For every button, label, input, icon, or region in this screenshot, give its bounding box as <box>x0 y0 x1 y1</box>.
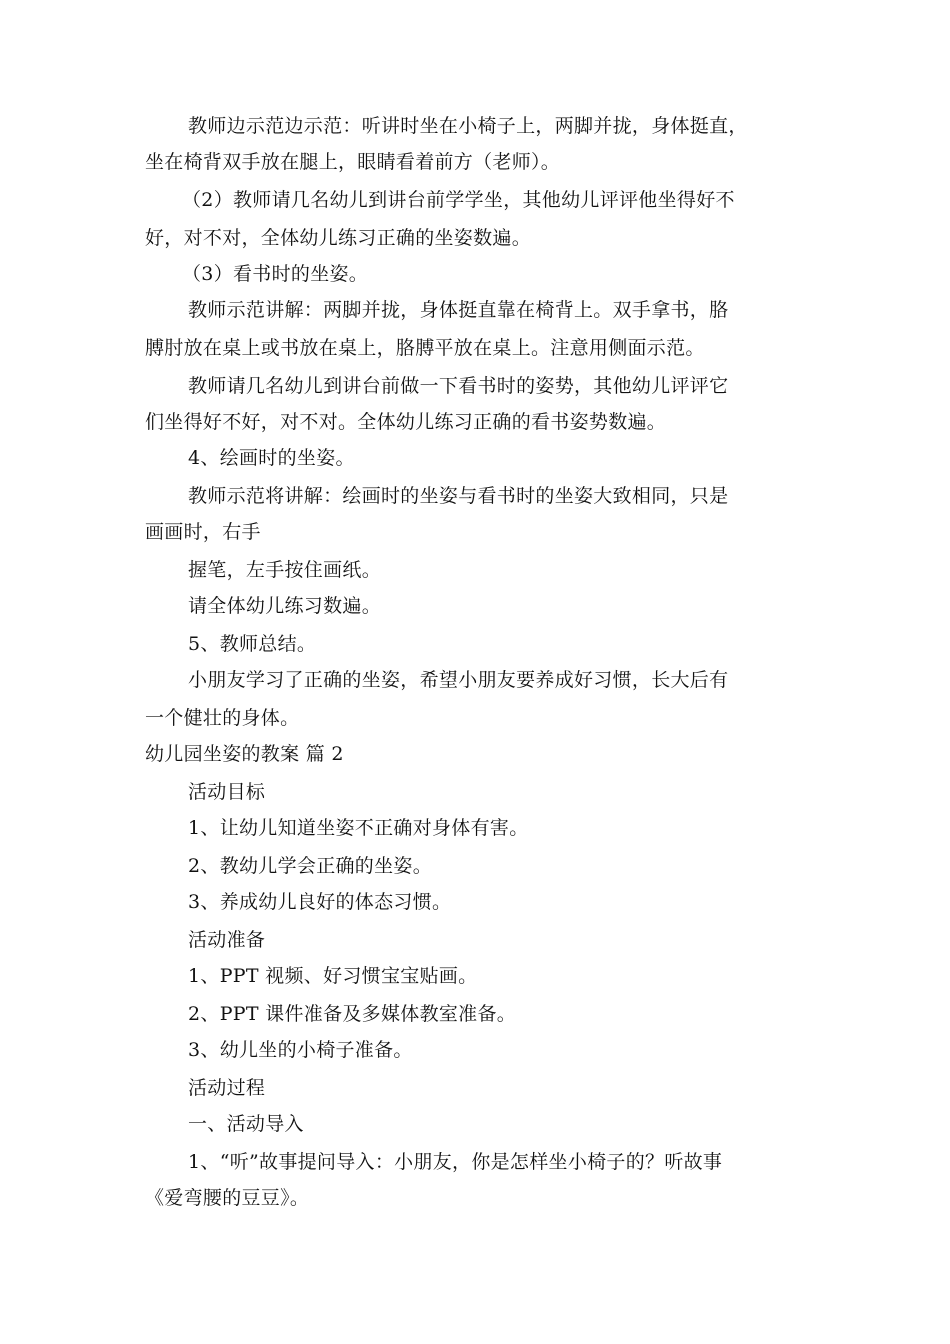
subheading: 活动准备 <box>188 929 266 951</box>
paragraph-line: （2）教师请几名幼儿到讲台前学学坐，其他幼儿评评他坐得好不 <box>182 189 735 211</box>
paragraph-line: 教师边示范边示范：听讲时坐在小椅子上，两脚并拢，身体挺直， <box>188 115 748 137</box>
list-item: 2、教幼儿学会正确的坐姿。 <box>188 855 432 877</box>
list-item: 1、PPT 视频、好习惯宝宝贴画。 <box>188 965 478 987</box>
subheading: 活动过程 <box>188 1077 266 1099</box>
paragraph-line: 握笔，左手按住画纸。 <box>188 559 382 581</box>
paragraph-line: 教师请几名幼儿到讲台前做一下看书时的姿势，其他幼儿评评它 <box>188 375 729 397</box>
section-heading: 幼儿园坐姿的教案 篇 2 <box>145 743 344 765</box>
paragraph-line: 5、教师总结。 <box>188 633 317 655</box>
paragraph-line: 膊肘放在桌上或书放在桌上，胳膊平放在桌上。注意用侧面示范。 <box>145 337 705 359</box>
paragraph-line: 好，对不对，全体幼儿练习正确的坐姿数遍。 <box>145 227 532 249</box>
paragraph-line: 4、绘画时的坐姿。 <box>188 447 355 469</box>
list-item: 1、让幼儿知道坐姿不正确对身体有害。 <box>188 817 529 839</box>
list-item: 2、PPT 课件准备及多媒体教室准备。 <box>188 1003 517 1025</box>
paragraph-line: 《爱弯腰的豆豆》。 <box>145 1187 310 1209</box>
list-item: 3、养成幼儿良好的体态习惯。 <box>188 891 452 913</box>
subheading: 一、活动导入 <box>188 1113 304 1135</box>
paragraph-line: 1、“听”故事提问导入：小朋友，你是怎样坐小椅子的？听故事 <box>188 1151 723 1173</box>
paragraph-line: 坐在椅背双手放在腿上，眼睛看着前方（老师）。 <box>145 151 561 173</box>
subheading: 活动目标 <box>188 781 266 803</box>
paragraph-line: 一个健壮的身体。 <box>145 707 300 729</box>
paragraph-line: （3）看书时的坐姿。 <box>182 263 369 285</box>
paragraph-line: 教师示范将讲解：绘画时的坐姿与看书时的坐姿大致相同，只是 <box>188 485 729 507</box>
paragraph-line: 小朋友学习了正确的坐姿，希望小朋友要养成好习惯，长大后有 <box>188 669 729 691</box>
paragraph-line: 们坐得好不好，对不对。全体幼儿练习正确的看书姿势数遍。 <box>145 411 667 433</box>
list-item: 3、幼儿坐的小椅子准备。 <box>188 1039 413 1061</box>
paragraph-line: 教师示范讲解：两脚并拢，身体挺直靠在椅背上。双手拿书，胳 <box>188 299 729 321</box>
paragraph-line: 画画时，右手 <box>145 521 261 543</box>
paragraph-line: 请全体幼儿练习数遍。 <box>188 595 382 617</box>
